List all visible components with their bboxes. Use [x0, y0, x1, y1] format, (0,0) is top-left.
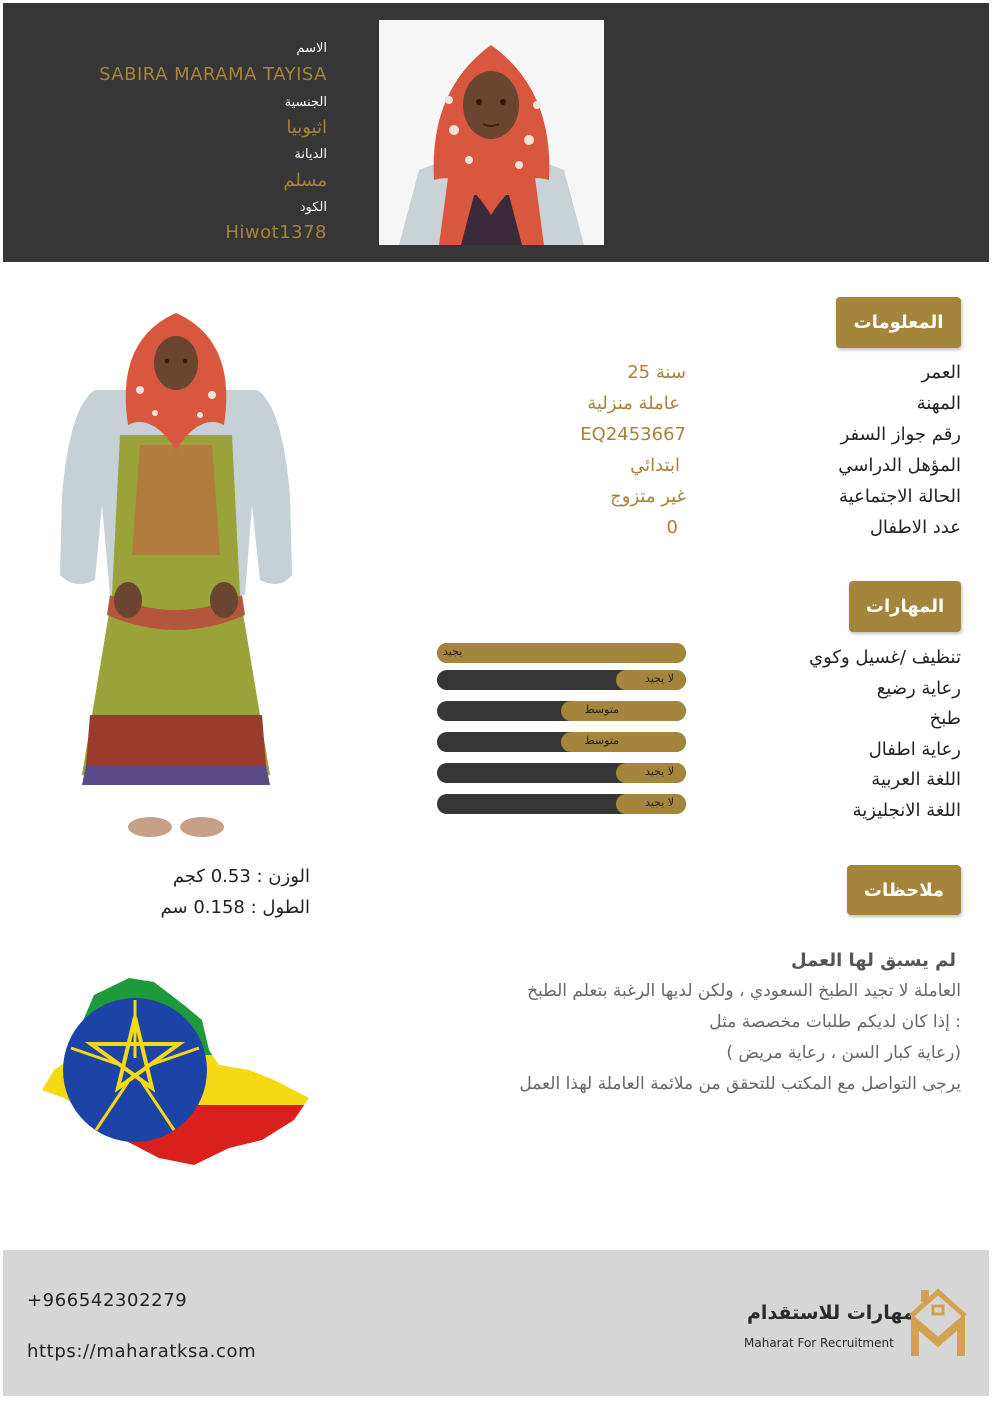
code-label: الكود	[299, 200, 327, 215]
skill-level-fill	[561, 701, 686, 721]
profession-label: المهنة	[916, 393, 961, 414]
name-value: SABIRA MARAMA TAYISA	[99, 64, 327, 85]
skill-level-bar	[437, 732, 686, 752]
profession-value: عاملة منزلية	[587, 393, 680, 414]
skill-level-bar	[437, 643, 686, 663]
marital-value: غير متزوج	[610, 486, 686, 507]
skill-label: رعاية رضيع	[876, 678, 961, 699]
note-line-2: إذا كان لديكم طلبات مخصصة مثل :	[709, 1012, 961, 1032]
age-label: العمر	[921, 362, 961, 383]
info-section-title: المعلومات	[836, 297, 961, 348]
notes-section-title: ملاحظات	[847, 865, 961, 915]
skill-level-fill	[561, 732, 686, 752]
note-line-1: العاملة لا تجيد الطبخ السعودي ، ولكن لديها الرغبة بتعلم الطبخ	[527, 981, 961, 1001]
skills-section-title: المهارات	[849, 581, 961, 632]
skill-level-text: لا يجيد	[644, 672, 674, 685]
skill-level-text: لا يجيد	[644, 796, 674, 809]
religion-label: الديانة	[294, 147, 327, 162]
maharat-house-logo-icon	[907, 1286, 969, 1360]
name-label: الاسم	[296, 41, 327, 56]
skill-label: رعاية اطفال	[868, 739, 961, 760]
weight-stat: الوزن : 0.53 كجم	[172, 866, 310, 887]
passport-label: رقم جواز السفر	[840, 424, 961, 445]
skill-level-bar	[437, 763, 686, 783]
footer	[3, 1250, 989, 1396]
skill-label: تنظيف /غسيل وكوي	[809, 647, 961, 668]
code-value: Hiwot1378	[225, 222, 327, 243]
portrait-photo	[379, 20, 604, 245]
phone-number[interactable]: +966542302279	[27, 1290, 188, 1311]
children-value: 0	[666, 517, 678, 538]
skill-level-bar	[437, 670, 686, 690]
skill-level-bar	[437, 794, 686, 814]
skill-level-text: يجيد	[443, 645, 463, 658]
marital-label: الحالة الاجتماعية	[839, 486, 961, 507]
full-body-photo	[40, 295, 312, 850]
children-label: عدد الاطفال	[869, 517, 961, 538]
note-line-4: يرجى التواصل مع المكتب للتحقق من ملائمة العاملة لهذا العمل	[519, 1074, 961, 1094]
nationality-label: الجنسية	[284, 95, 327, 110]
website-link[interactable]: https://maharatksa.com	[27, 1341, 257, 1362]
ethiopia-flag-map-icon	[34, 970, 314, 1170]
skill-label: اللغة العربية	[871, 769, 961, 790]
skill-level-text: متوسط	[584, 734, 619, 747]
education-label: المؤهل الدراسي	[838, 455, 961, 476]
nationality-value: اثيوبيا	[286, 117, 327, 138]
skill-level-bar	[437, 701, 686, 721]
logo-arabic-text: مهارات للاستقدام	[747, 1302, 915, 1324]
passport-value: EQ2453667	[580, 424, 686, 445]
note-line-3: ( رعاية كبار السن ، رعاية مريض)	[726, 1043, 961, 1063]
skill-label: طبخ	[929, 708, 961, 729]
skill-label: اللغة الانجليزية	[852, 800, 961, 821]
skill-level-text: متوسط	[584, 703, 619, 716]
notes-heading: لم يسبق لها العمل	[791, 950, 956, 971]
logo-english-text: Maharat For Recruitment	[744, 1336, 894, 1350]
education-value: ابتدائي	[630, 455, 680, 476]
religion-value: مسلم	[283, 170, 327, 191]
age-value: 25 سنة	[627, 362, 686, 383]
skill-level-text: لا يجيد	[644, 765, 674, 778]
height-stat: الطول : 0.158 سم	[160, 897, 310, 918]
skill-level-fill	[437, 643, 686, 663]
